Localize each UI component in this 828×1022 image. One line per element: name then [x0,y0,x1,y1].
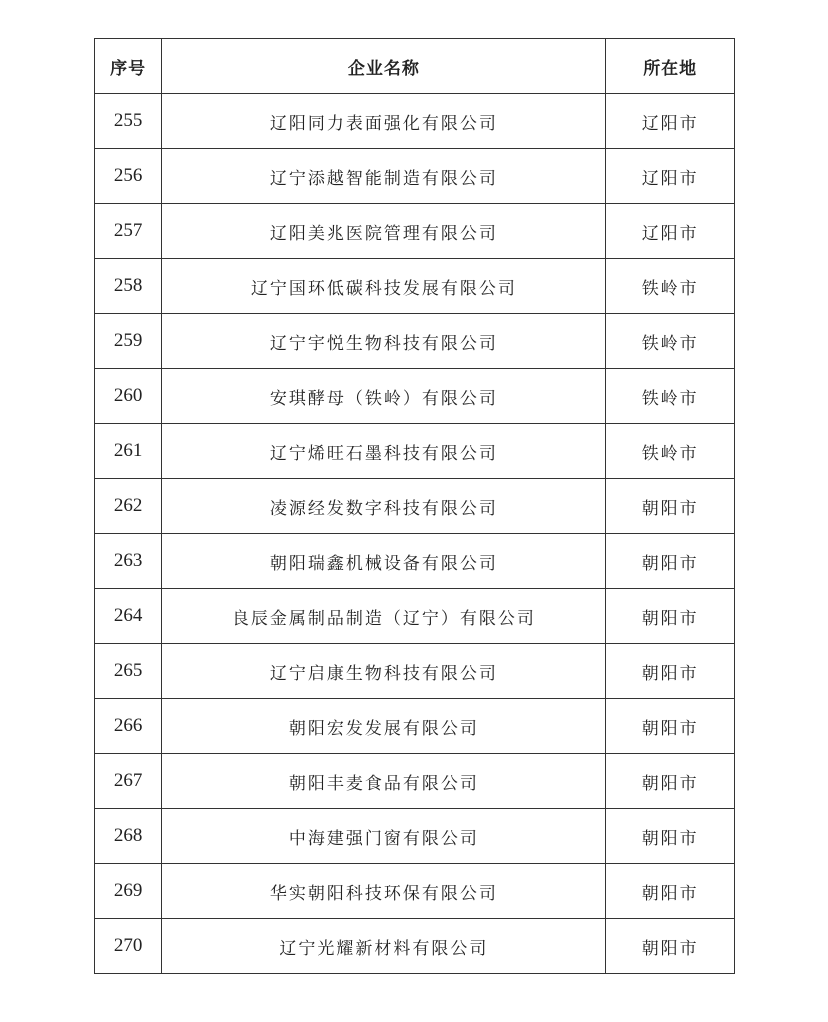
serial-number-cell: 267 [95,754,162,809]
serial-number-cell: 257 [95,204,162,259]
serial-number-cell: 263 [95,534,162,589]
location-cell: 朝阳市 [606,534,735,589]
serial-number-cell: 256 [95,149,162,204]
enterprise-name-cell: 辽宁国环低碳科技发展有限公司 [162,259,606,314]
enterprise-name-cell: 凌源经发数字科技有限公司 [162,479,606,534]
location-cell: 朝阳市 [606,809,735,864]
location-cell: 朝阳市 [606,699,735,754]
location-cell: 朝阳市 [606,644,735,699]
location-cell: 铁岭市 [606,424,735,479]
table-row [95,644,735,699]
serial-number-cell: 255 [95,94,162,149]
table-row [95,479,735,534]
enterprise-name-cell: 辽阳美兆医院管理有限公司 [162,204,606,259]
header-location: 所在地 [606,39,735,94]
serial-number-cell: 270 [95,919,162,974]
serial-number-cell: 264 [95,589,162,644]
enterprise-name-cell: 良辰金属制品制造（辽宁）有限公司 [162,589,606,644]
serial-number-cell: 269 [95,864,162,919]
serial-number-cell: 268 [95,809,162,864]
enterprise-name-cell: 朝阳丰麦食品有限公司 [162,754,606,809]
table-row [95,94,735,149]
serial-number-cell: 260 [95,369,162,424]
header-enterprise-name: 企业名称 [162,39,606,94]
serial-number-cell: 262 [95,479,162,534]
enterprise-name-cell: 华实朝阳科技环保有限公司 [162,864,606,919]
serial-number-cell: 261 [95,424,162,479]
serial-number-cell: 266 [95,699,162,754]
enterprise-name-cell: 辽宁添越智能制造有限公司 [162,149,606,204]
location-cell: 辽阳市 [606,204,735,259]
serial-number-cell: 258 [95,259,162,314]
table-row [95,259,735,314]
table-row [95,314,735,369]
table-row [95,204,735,259]
enterprise-name-cell: 朝阳宏发发展有限公司 [162,699,606,754]
location-cell: 铁岭市 [606,369,735,424]
enterprise-name-cell: 安琪酵母（铁岭）有限公司 [162,369,606,424]
enterprise-name-cell: 辽宁光耀新材料有限公司 [162,919,606,974]
table-row [95,369,735,424]
location-cell: 辽阳市 [606,94,735,149]
location-cell: 辽阳市 [606,149,735,204]
location-cell: 朝阳市 [606,754,735,809]
enterprise-table [94,38,735,974]
location-cell: 朝阳市 [606,919,735,974]
location-cell: 朝阳市 [606,589,735,644]
serial-number-cell: 265 [95,644,162,699]
enterprise-name-cell: 中海建强门窗有限公司 [162,809,606,864]
location-cell: 朝阳市 [606,479,735,534]
table-row [95,864,735,919]
location-cell: 铁岭市 [606,314,735,369]
header-serial-number: 序号 [95,39,162,94]
table-row [95,589,735,644]
table-row [95,424,735,479]
table-row [95,809,735,864]
table-row [95,149,735,204]
enterprise-name-cell: 辽阳同力表面强化有限公司 [162,94,606,149]
table-row [95,699,735,754]
location-cell: 朝阳市 [606,864,735,919]
enterprise-name-cell: 朝阳瑞鑫机械设备有限公司 [162,534,606,589]
enterprise-name-cell: 辽宁宇悦生物科技有限公司 [162,314,606,369]
table-body [95,94,735,974]
enterprise-name-cell: 辽宁启康生物科技有限公司 [162,644,606,699]
table-row [95,534,735,589]
enterprise-name-cell: 辽宁烯旺石墨科技有限公司 [162,424,606,479]
serial-number-cell: 259 [95,314,162,369]
location-cell: 铁岭市 [606,259,735,314]
table-row [95,754,735,809]
table-row [95,919,735,974]
table-header-row [95,39,735,94]
